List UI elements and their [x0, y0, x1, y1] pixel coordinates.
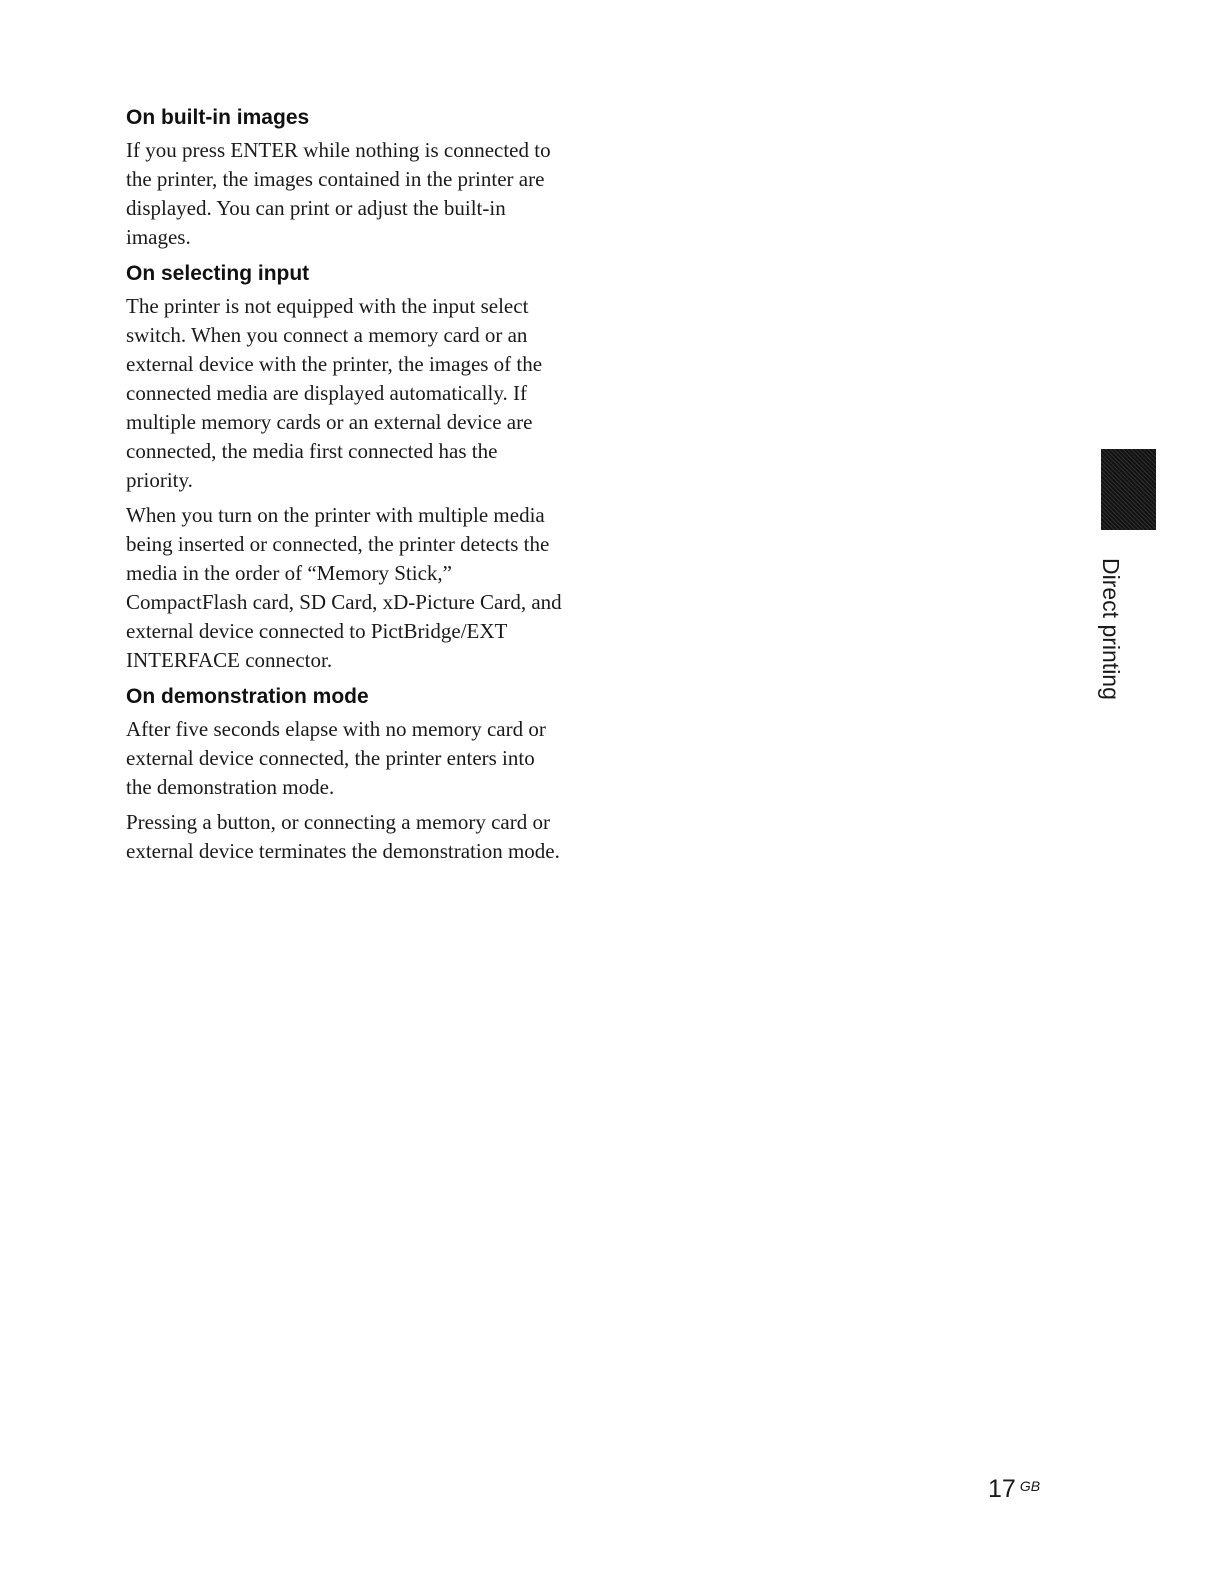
main-content [125, 102, 565, 872]
section-paragraph: If you press ENTER while nothing is connected to the printer, the images contained in the printer are displayed. You can print or adjust the built-in images. [126, 138, 551, 249]
section-heading: On demonstration mode [126, 685, 369, 708]
section-paragraph: The printer is not equipped with the input select switch. When you connect a memory card or an external device with the printer, the images of the connected media are displayed automatically. If multiple memory cards or an external device are connected, the media first connected has the priority. [126, 294, 543, 492]
section-heading: On selecting input [126, 262, 310, 285]
section-paragraph: After five seconds elapse with no memory card or external device connected, the printer enters into the demonstration mode. [126, 717, 546, 799]
page-number-value: 17 [988, 1475, 1016, 1503]
section-heading: On built-in images [126, 106, 310, 129]
section-built-in-images [125, 102, 565, 252]
section-selecting-input [125, 258, 565, 675]
chapter-tab-marker [1101, 449, 1156, 530]
section-demonstration-mode [125, 681, 565, 866]
chapter-tab-label: Direct printing [1098, 558, 1124, 700]
page-number-suffix: GB [1019, 1478, 1041, 1494]
section-paragraph: When you turn on the printer with multiple media being inserted or connected, the printer detects the media in the order of “Memory Stick,” CompactFlash card, SD Card, xD-Picture Card, and external device connected to PictBridge/EXT INTERFACE connector. [126, 503, 562, 672]
section-paragraph: Pressing a button, or connecting a memory card or external device terminates the demonstration mode. [126, 810, 560, 863]
page-number [988, 1475, 1040, 1504]
